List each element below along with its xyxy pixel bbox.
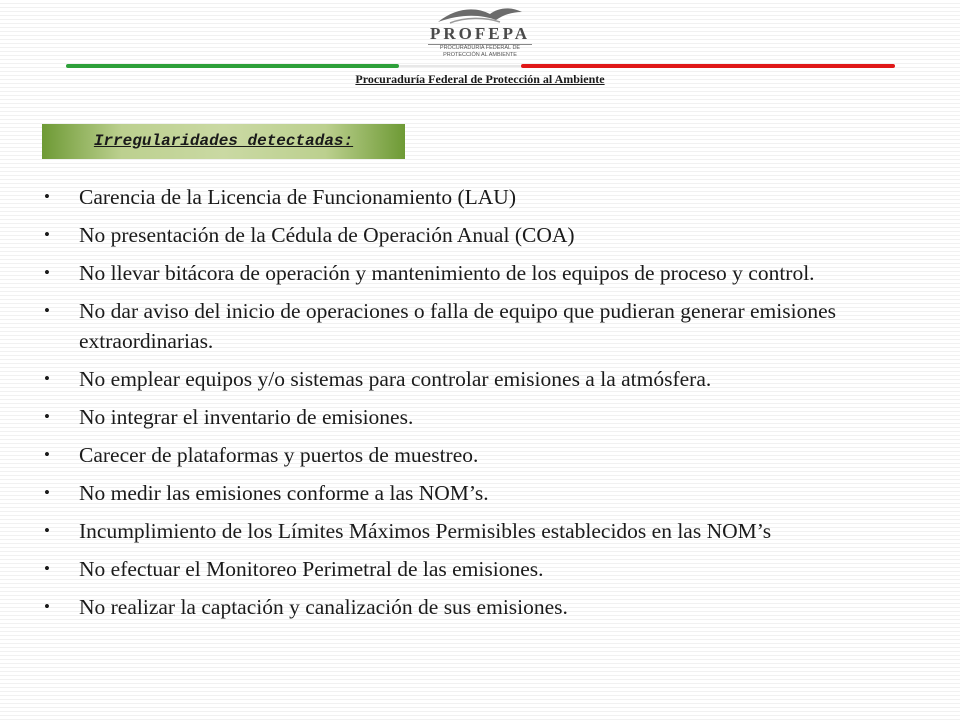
bullet-icon: • [44, 483, 50, 502]
bullet-icon: • [44, 445, 50, 464]
eagle-emblem-icon [430, 4, 530, 26]
logo-wordmark: PROFEPA [429, 24, 530, 43]
list-item-text: No emplear equipos y/o sistemas para controlar emisiones a la atmósfera. [79, 367, 712, 391]
agency-name: Procuraduría Federal de Protección al Ambiente [355, 72, 605, 86]
list-item [44, 592, 924, 622]
bullet-icon: • [44, 301, 50, 320]
list-item-text: Incumplimiento de los Límites Máximos Permisibles establecidos en las NOM’s [79, 519, 772, 543]
list-item [44, 554, 924, 584]
bullet-icon: • [44, 187, 50, 206]
slide-header [0, 0, 960, 100]
list-item-text: No dar aviso del inicio de operaciones o falla de equipo que pudieran generar emisiones extraordinarias. [79, 299, 837, 353]
list-item [44, 516, 924, 546]
bullet-icon: • [44, 407, 50, 426]
flag-stripe-white [399, 65, 521, 67]
list-item [44, 182, 924, 212]
list-item-text: No llevar bitácora de operación y mantenimiento de los equipos de proceso y control. [79, 261, 815, 285]
list-item-text: Carencia de la Licencia de Funcionamiento (LAU) [79, 185, 516, 209]
list-item-text: Carecer de plataformas y puertos de muestreo. [79, 443, 479, 467]
list-item [44, 364, 924, 394]
flag-stripe-red [521, 64, 895, 68]
logo-subtitle: PROCURADURÍA FEDERAL DE PROTECCIÓN AL AMBIENTE [428, 44, 532, 59]
bullet-icon: • [44, 369, 50, 388]
list-item-text: No medir las emisiones conforme a las NOM’s. [79, 481, 489, 505]
section-title: Irregularidades detectadas: [93, 132, 354, 150]
bullet-icon: • [44, 559, 50, 578]
list-item-text: No efectuar el Monitoreo Perimetral de las emisiones. [79, 557, 544, 581]
flag-stripe-green [66, 64, 399, 68]
bullet-icon: • [44, 263, 50, 282]
bullet-icon: • [44, 597, 50, 616]
bullet-icon: • [44, 225, 50, 244]
section-banner [42, 124, 405, 159]
bullet-icon: • [44, 521, 50, 540]
list-item [44, 296, 924, 356]
list-item [44, 220, 924, 250]
list-item-text: No presentación de la Cédula de Operación Anual (COA) [79, 223, 575, 247]
list-item-text: No realizar la captación y canalización de sus emisiones. [79, 595, 568, 619]
list-item [44, 258, 924, 288]
profepa-logo [420, 4, 540, 60]
list-item [44, 478, 924, 508]
irregularities-list [44, 182, 924, 630]
list-item [44, 440, 924, 470]
list-item-text: No integrar el inventario de emisiones. [79, 405, 414, 429]
list-item [44, 402, 924, 432]
